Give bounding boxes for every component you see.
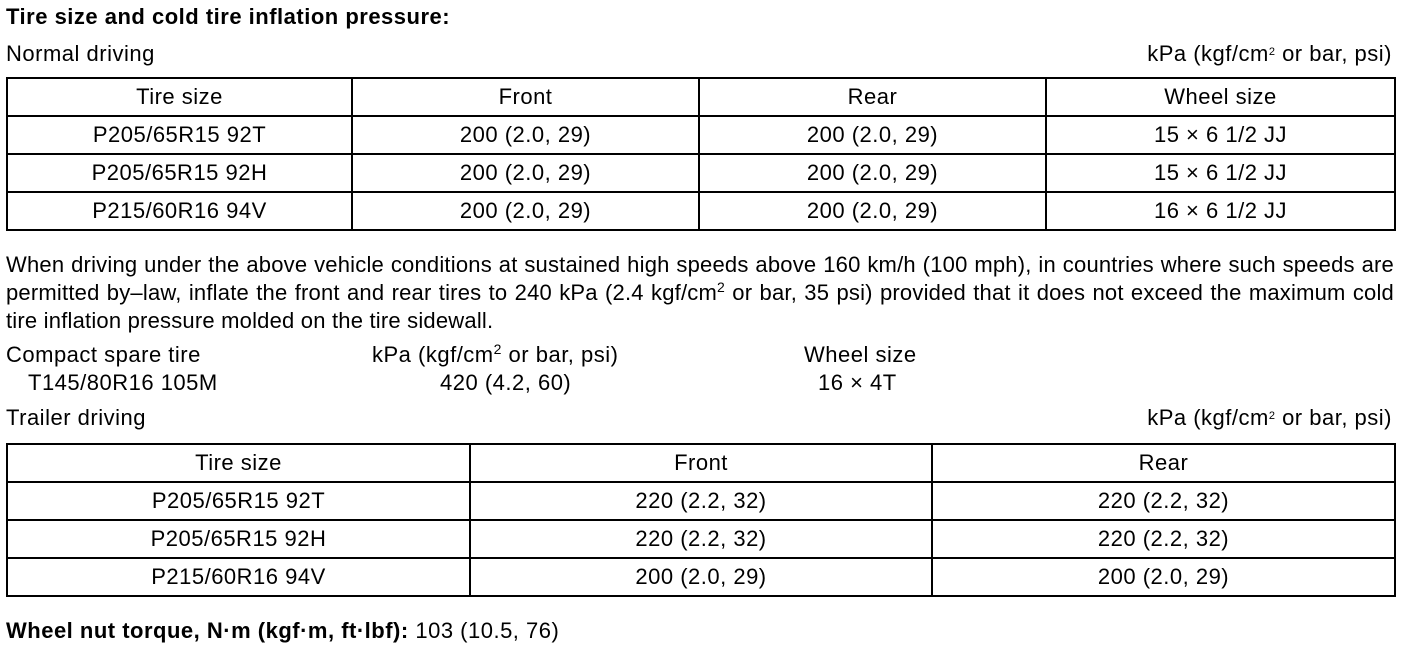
cell-wheel-size: 16 × 6 1/2 JJ [1046, 192, 1395, 230]
header-tire-size: Tire size [7, 78, 352, 116]
cell-rear: 200 (2.0, 29) [932, 558, 1395, 596]
table-row [7, 482, 1395, 520]
cell-front: 220 (2.2, 32) [470, 482, 932, 520]
spare-units-label: kPa ($kgf/cm^2$ or bar, psi) [372, 341, 619, 367]
cell-rear: 220 (2.2, 32) [932, 482, 1395, 520]
cell-tire-size: P215/60R16 94V [7, 558, 470, 596]
cell-tire-size: P205/65R15 92T [7, 116, 352, 154]
spare-pressure: 420 (4.2, 60) [440, 370, 572, 395]
cell-front: 200 (2.0, 29) [352, 192, 699, 230]
table-row [7, 192, 1395, 230]
header-front: Front [470, 444, 932, 482]
table-row [7, 558, 1395, 596]
cell-tire-size: P205/65R15 92T [7, 482, 470, 520]
wheel-nut-torque [6, 620, 559, 642]
torque-label: Wheel nut torque, N·m (kgf·m, ft·lbf): [6, 618, 409, 643]
cell-wheel-size: 15 × 6 1/2 JJ [1046, 116, 1395, 154]
header-front: Front [352, 78, 699, 116]
spare-tire-size: T145/80R16 105M [28, 370, 218, 395]
cell-wheel-size: 15 × 6 1/2 JJ [1046, 154, 1395, 192]
normal-driving-table [6, 77, 1396, 231]
trailer-units-label: kPa ($kgf/cm^2$ or bar, psi) [1147, 405, 1392, 430]
trailer-driving-table [6, 443, 1396, 597]
table-row [7, 154, 1395, 192]
spare-tire-label: Compact spare tire [6, 342, 201, 367]
header-rear: Rear [932, 444, 1395, 482]
table-header-row [7, 444, 1395, 482]
cell-rear: 200 (2.0, 29) [699, 154, 1046, 192]
normal-driving-label: Normal driving [6, 41, 155, 66]
spare-wheel-size: 16 × 4T [818, 370, 897, 395]
trailer-driving-label: Trailer driving [6, 405, 146, 430]
cell-rear: 200 (2.0, 29) [699, 192, 1046, 230]
table-header-row [7, 78, 1395, 116]
page-title: Tire size and cold tire inflation pressure: [6, 4, 451, 29]
cell-front: 200 (2.0, 29) [352, 154, 699, 192]
cell-front: 200 (2.0, 29) [352, 116, 699, 154]
cell-rear: 220 (2.2, 32) [932, 520, 1395, 558]
normal-units-label: kPa ($kgf/cm^2$ or bar, psi) [1147, 41, 1392, 66]
header-wheel-size: Wheel size [1046, 78, 1395, 116]
cell-tire-size: P205/65R15 92H [7, 154, 352, 192]
cell-tire-size: P215/60R16 94V [7, 192, 352, 230]
spare-wheel-label: Wheel size [804, 342, 917, 367]
cell-front: 220 (2.2, 32) [470, 520, 932, 558]
high-speed-note: When driving under the above vehicle conditions at sustained high speeds above 160 km/h (100 mph), in countries where such speeds are permitted by–law, inflate the front and rear tires to 240 kPa (2.4 kgf/$cm^2$ or bar, 35 psi) provided that it does not exceed the maximum cold tire inflation pressure molded on the tire sidewall. [6, 252, 1394, 333]
cell-rear: 200 (2.0, 29) [699, 116, 1046, 154]
table-row [7, 116, 1395, 154]
torque-value: 103 (10.5, 76) [415, 618, 560, 643]
table-row [7, 520, 1395, 558]
cell-front: 200 (2.0, 29) [470, 558, 932, 596]
header-tire-size: Tire size [7, 444, 470, 482]
cell-tire-size: P205/65R15 92H [7, 520, 470, 558]
header-rear: Rear [699, 78, 1046, 116]
